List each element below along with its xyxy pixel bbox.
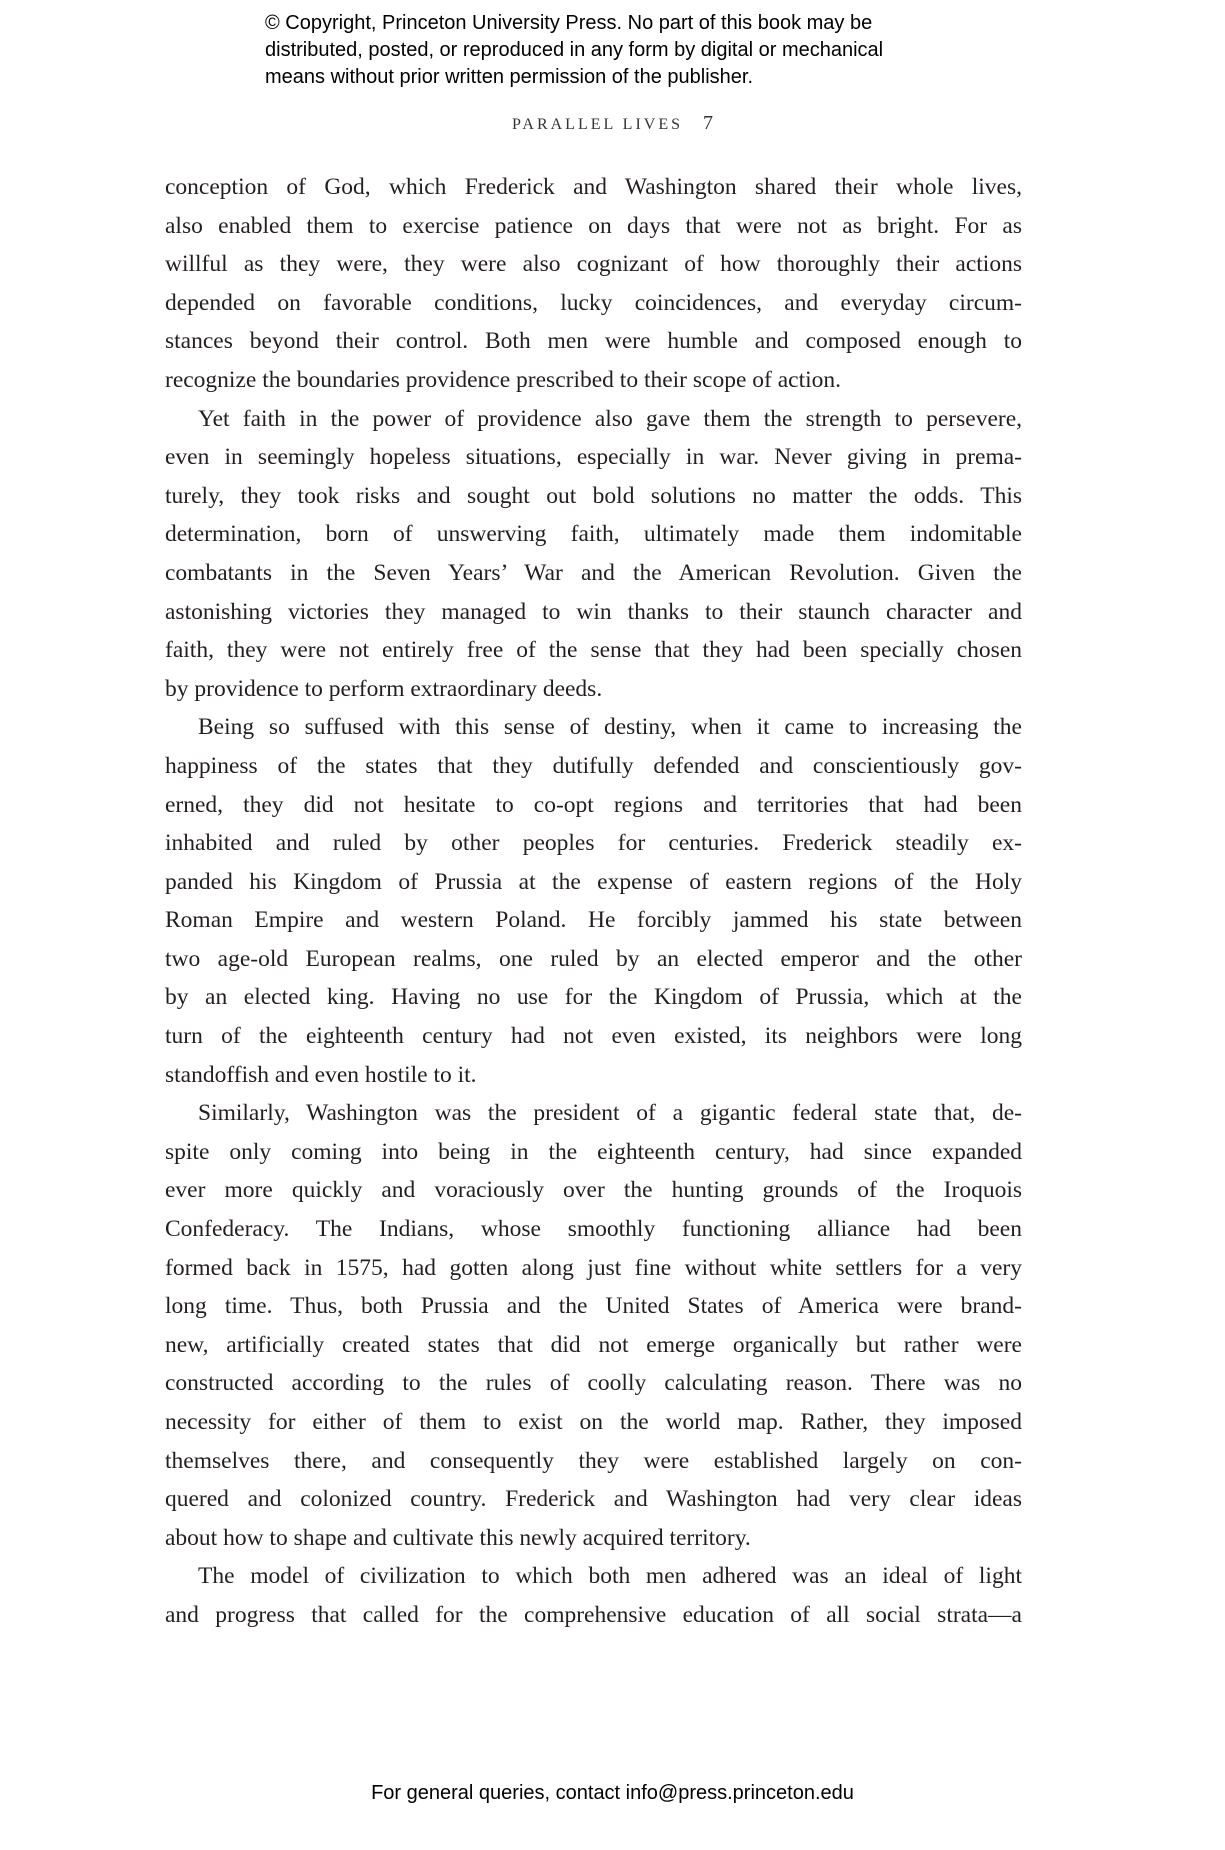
text-line: new, artificially created states that did not emerge organically but rather were bbox=[165, 1331, 1022, 1358]
body-text bbox=[165, 168, 1022, 1635]
text-line: long time. Thus, both Prussia and the United States of America were brand- bbox=[165, 1293, 1022, 1320]
copyright-line: © Copyright, Princeton University Press. No part of this book may be bbox=[265, 12, 873, 34]
text-line: themselves there, and consequently they were established largely on con- bbox=[165, 1447, 1022, 1474]
text-line: combatants in the Seven Years’ War and the American Revolution. Given the bbox=[165, 559, 1022, 586]
text-line: Roman Empire and western Poland. He forcibly jammed his state between bbox=[165, 907, 1022, 934]
text-line: turely, they took risks and sought out bold solutions no matter the odds. This bbox=[165, 482, 1022, 509]
text-line: by providence to perform extraordinary deeds. bbox=[165, 675, 603, 702]
footer-contact: For general queries, contact info@press.princeton.edu bbox=[371, 1782, 854, 1804]
text-line: willful as they were, they were also cognizant of how thoroughly their actions bbox=[165, 251, 1022, 278]
text-line: also enabled them to exercise patience on days that were not as bright. For as bbox=[165, 212, 1022, 239]
copyright-notice bbox=[265, 10, 1025, 91]
running-head bbox=[0, 112, 1225, 135]
text-line: and progress that called for the comprehensive education of all social strata—a bbox=[165, 1601, 1022, 1628]
text-line: constructed according to the rules of coolly calculating reason. There was no bbox=[165, 1370, 1022, 1397]
text-line: stances beyond their control. Both men were humble and composed enough to bbox=[165, 328, 1022, 355]
text-line: inhabited and ruled by other peoples for centuries. Frederick steadily ex- bbox=[165, 830, 1022, 857]
text-line: standoffish and even hostile to it. bbox=[165, 1061, 477, 1088]
text-line: ever more quickly and voraciously over the hunting grounds of the Iroquois bbox=[165, 1177, 1022, 1204]
text-line: by an elected king. Having no use for the Kingdom of Prussia, which at the bbox=[165, 984, 1022, 1011]
text-line: conception of God, which Frederick and Washington shared their whole lives, bbox=[165, 174, 1022, 200]
text-line: astonishing victories they managed to win thanks to their staunch character and bbox=[165, 598, 1022, 625]
text-line: turn of the eighteenth century had not even existed, its neighbors were long bbox=[165, 1023, 1022, 1050]
running-head-title: PARALLEL LIVES bbox=[511, 116, 684, 133]
text-line: faith, they were not entirely free of the sense that they had been specially chosen bbox=[165, 637, 1022, 664]
text-line: even in seemingly hopeless situations, especially in war. Never giving in prema- bbox=[165, 444, 1022, 471]
text-line: necessity for either of them to exist on the world map. Rather, they imposed bbox=[165, 1409, 1022, 1435]
text-line: Confederacy. The Indians, whose smoothly functioning alliance had been bbox=[165, 1216, 1022, 1243]
text-line: formed back in 1575, had gotten along just fine without white settlers for a very bbox=[165, 1254, 1022, 1281]
copyright-line: means without prior written permission of the publisher. bbox=[265, 66, 754, 88]
text-line: Yet faith in the power of providence also gave them the strength to persevere, bbox=[198, 405, 1022, 432]
text-line: The model of civilization to which both men adhered was an ideal of light bbox=[198, 1563, 1022, 1590]
text-line: depended on favorable conditions, lucky coincidences, and everyday circum- bbox=[165, 289, 1022, 316]
text-line: two age-old European realms, one ruled by an elected emperor and the other bbox=[165, 945, 1022, 972]
text-line: spite only coming into being in the eighteenth century, had since expanded bbox=[165, 1138, 1022, 1165]
text-line: about how to shape and cultivate this newly acquired territory. bbox=[165, 1524, 751, 1551]
page-number: 7 bbox=[703, 112, 714, 134]
text-line: Being so suffused with this sense of destiny, when it came to increasing the bbox=[198, 714, 1022, 741]
text-line: panded his Kingdom of Prussia at the expense of eastern regions of the Holy bbox=[165, 868, 1022, 895]
text-line: happiness of the states that they dutifully defended and conscientiously gov- bbox=[165, 752, 1022, 779]
text-line: quered and colonized country. Frederick and Washington had very clear ideas bbox=[165, 1486, 1022, 1513]
copyright-line: distributed, posted, or reproduced in any form by digital or mechanical bbox=[265, 39, 884, 61]
text-line: recognize the boundaries providence prescribed to their scope of action. bbox=[165, 366, 842, 393]
text-line: determination, born of unswerving faith, ultimately made them indomitable bbox=[165, 521, 1022, 548]
text-line: erned, they did not hesitate to co-opt regions and territories that had been bbox=[165, 791, 1022, 818]
text-line: Similarly, Washington was the president of a gigantic federal state that, de- bbox=[198, 1100, 1022, 1127]
